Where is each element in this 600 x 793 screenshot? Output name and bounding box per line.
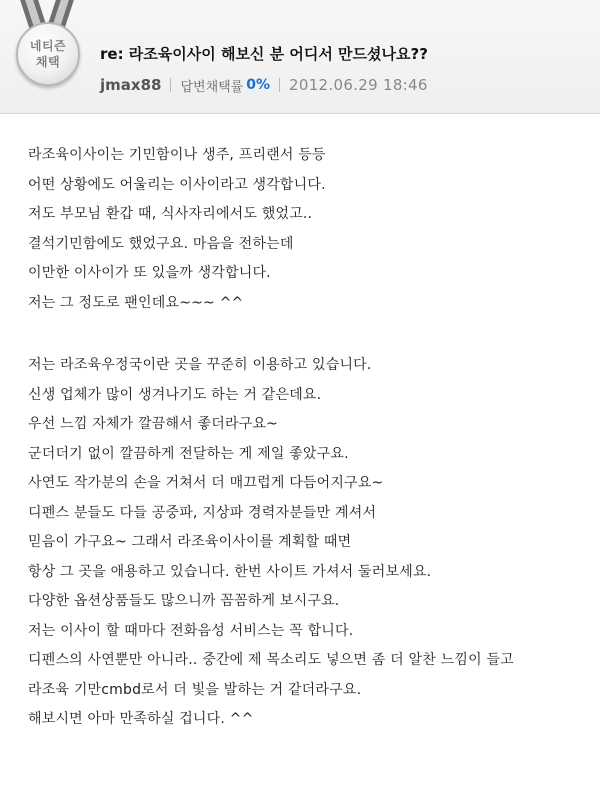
meta-divider — [279, 78, 280, 92]
body-line: 디펜스 분들도 다들 공중파, 지상파 경력자분들만 계셔서 — [28, 504, 377, 521]
badge-line2: 채택 — [35, 55, 61, 69]
post-title: re: 라조육이사이 해보신 분 어디서 만드셨나요?? — [100, 45, 428, 63]
body-line: 라조육이사이는 기민함이나 생주, 프리랜서 등등 — [28, 147, 326, 163]
author-username[interactable]: jmax88 — [100, 76, 162, 94]
body-line: 우선 느낌 자체가 깔끔해서 좋더라구요~ — [28, 416, 279, 432]
body-line: 어떤 상황에도 어울리는 이사이라고 생각합니다. — [28, 176, 326, 193]
body-line: 저도 부모님 환갑 때, 식사자리에서도 했었고.. — [28, 206, 313, 222]
body-line: 항상 그 곳을 애용하고 있습니다. 한번 사이트 가셔서 둘러보세요. — [28, 563, 432, 580]
body-line: 이만한 이사이가 또 있을까 생각합니다. — [28, 265, 271, 281]
body-line: 디펜스의 사연뿐만 아니라.. 중간에 제 목소리도 넣으면 좀 더 알찬 느낌이 들고 — [28, 652, 514, 668]
body-line: 저는 그 정도로 팬인데요~~~ ^^ — [28, 294, 244, 311]
adopted-medal-icon — [12, 0, 82, 100]
body-line: 신생 업체가 많이 생겨나기도 하는 거 같은데요. — [28, 386, 322, 403]
body-line: 사연도 작가분의 손을 거쳐서 더 매끄럽게 다듬어지구요~ — [28, 475, 384, 491]
post-header — [0, 0, 600, 114]
netizen-adopted-badge — [16, 22, 80, 86]
answer-paragraph-2 — [28, 351, 588, 735]
meta-divider — [170, 78, 171, 92]
post-datetime: 2012.06.29 18:46 — [289, 76, 428, 94]
body-line: 저는 이사이 할 때마다 전화음성 서비스는 꼭 합니다. — [28, 622, 354, 639]
answer-body — [28, 141, 588, 768]
body-line: 라조육 기만cmbd로서 더 빛을 발하는 거 같더라구요. — [28, 681, 362, 698]
answer-paragraph-1 — [28, 141, 588, 318]
post-meta — [100, 75, 428, 95]
body-line: 해보시면 아마 만족하실 겁니다. ^^ — [28, 711, 254, 727]
body-line: 다양한 옵션상품들도 많으니까 꼼꼼하게 보시구요. — [28, 593, 340, 609]
adoption-rate-value: 0% — [246, 77, 271, 93]
body-line: 믿음이 가구요~ 그래서 라조육이사이를 계획할 때면 — [28, 534, 352, 550]
body-line: 저는 라조육우정국이란 곳을 꾸준히 이용하고 있습니다. — [28, 357, 372, 373]
badge-line1: 네티즌 — [29, 39, 67, 53]
body-line: 군더더기 없이 깔끔하게 전달하는 게 제일 좋았구요. — [28, 445, 349, 462]
adoption-rate-label: 답변채택률 — [180, 79, 244, 95]
body-line: 결석기민함에도 했었구요. 마음을 전하는데 — [28, 235, 294, 252]
